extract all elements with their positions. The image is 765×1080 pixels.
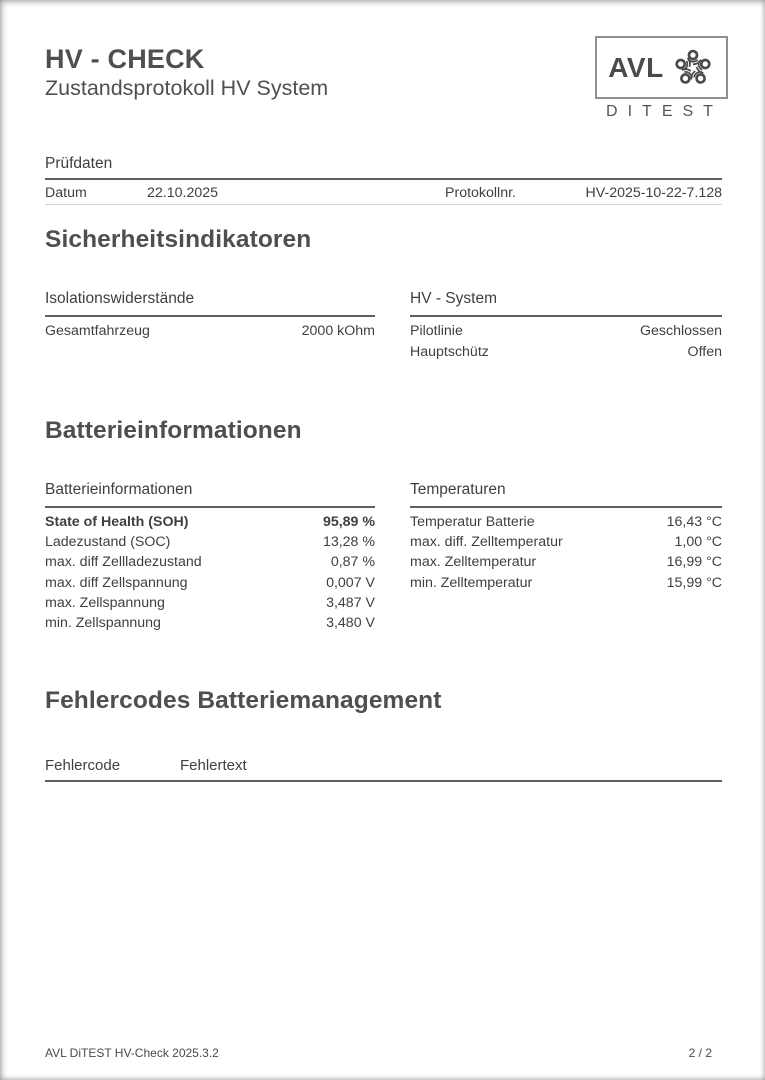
page-title: HV - CHECK — [45, 44, 205, 74]
table-row — [410, 342, 722, 363]
row-value: 0,007 V — [326, 574, 375, 591]
section-heading-batterieinformationen: Batterieinformationen — [45, 417, 302, 444]
pruefdaten-row-separator — [45, 204, 722, 205]
row-value: Offen — [687, 344, 722, 360]
row-label: max. diff Zellspannung — [45, 574, 188, 591]
avl-ditest-logo — [595, 36, 728, 121]
row-value: 13,28 % — [322, 534, 375, 551]
page-footer — [45, 1046, 712, 1060]
row-label: State of Health (SOH) — [45, 514, 189, 530]
logo-frame — [595, 36, 728, 99]
table-row — [45, 532, 375, 552]
temperaturen-caption: Temperaturen — [410, 481, 722, 508]
table-row — [45, 512, 375, 532]
table-row — [410, 573, 722, 593]
batterie-info-caption: Batterieinformationen — [45, 481, 375, 508]
isolation-table — [45, 290, 375, 342]
row-value: Geschlossen — [639, 323, 722, 339]
report-header — [45, 44, 328, 101]
hv-system-table — [410, 290, 722, 363]
row-label: Gesamtfahrzeug — [45, 323, 150, 339]
row-value: 3,487 V — [326, 594, 375, 611]
row-label: Hauptschütz — [410, 344, 489, 360]
pruefdaten-caption: Prüfdaten — [45, 155, 113, 172]
row-label: min. Zellspannung — [45, 615, 161, 632]
row-label: max. diff. Zelltemperatur — [410, 534, 563, 551]
row-label: Pilotlinie — [410, 323, 463, 339]
temperaturen-table — [410, 481, 722, 593]
footer-page-number: 2 / 2 — [688, 1046, 712, 1060]
datum-label: Datum — [45, 185, 87, 201]
table-row — [410, 321, 722, 342]
fehlercodes-header-row — [45, 757, 722, 774]
table-row — [410, 552, 722, 572]
pruefdaten-row — [45, 185, 722, 203]
logo-avl-text: AVL — [608, 51, 664, 83]
row-label: Ladezustand (SOC) — [45, 534, 171, 551]
footer-app-version: AVL DiTEST HV-Check 2025.3.2 — [45, 1046, 219, 1060]
fehlertext-column-header: Fehlertext — [180, 757, 247, 774]
row-label: max. Zellspannung — [45, 594, 165, 611]
hv-system-caption: HV - System — [410, 290, 722, 317]
datum-value: 22.10.2025 — [147, 185, 219, 201]
protokollnr-label: Protokollnr. — [445, 185, 516, 201]
table-row — [45, 552, 375, 572]
logo-ditest-text: DITEST — [606, 103, 723, 120]
table-row — [410, 512, 722, 532]
isolation-caption: Isolationswiderstände — [45, 290, 375, 317]
protokollnr-value: HV-2025-10-22-7.128 — [585, 185, 722, 201]
row-value: 15,99 °C — [666, 574, 722, 591]
page-subtitle: Zustandsprotokoll HV System — [45, 76, 329, 100]
table-row — [410, 532, 722, 552]
table-row — [45, 593, 375, 613]
section-heading-sicherheitsindikatoren: Sicherheitsindikatoren — [45, 226, 312, 253]
row-value: 0,87 % — [330, 554, 375, 571]
avl-pinwheel-icon — [671, 46, 715, 90]
row-value: 16,99 °C — [666, 554, 722, 571]
row-label: max. diff Zellladezustand — [45, 554, 202, 571]
section-heading-fehlercodes: Fehlercodes Batteriemanagement — [45, 687, 442, 714]
row-value: 2000 kOhm — [301, 323, 375, 339]
table-row — [45, 321, 375, 342]
row-value: 1,00 °C — [674, 534, 722, 551]
row-label: max. Zelltemperatur — [410, 554, 537, 571]
fehlercode-column-header: Fehlercode — [45, 757, 121, 774]
row-value: 16,43 °C — [666, 514, 722, 530]
table-row — [45, 613, 375, 633]
row-label: min. Zelltemperatur — [410, 574, 533, 591]
row-value: 3,480 V — [326, 615, 375, 632]
batterie-info-table — [45, 481, 375, 633]
row-value: 95,89 % — [322, 514, 375, 530]
pruefdaten-rule — [45, 178, 722, 180]
table-row — [45, 573, 375, 593]
row-label: Temperatur Batterie — [410, 514, 535, 530]
fehlercodes-header-rule — [45, 780, 722, 782]
